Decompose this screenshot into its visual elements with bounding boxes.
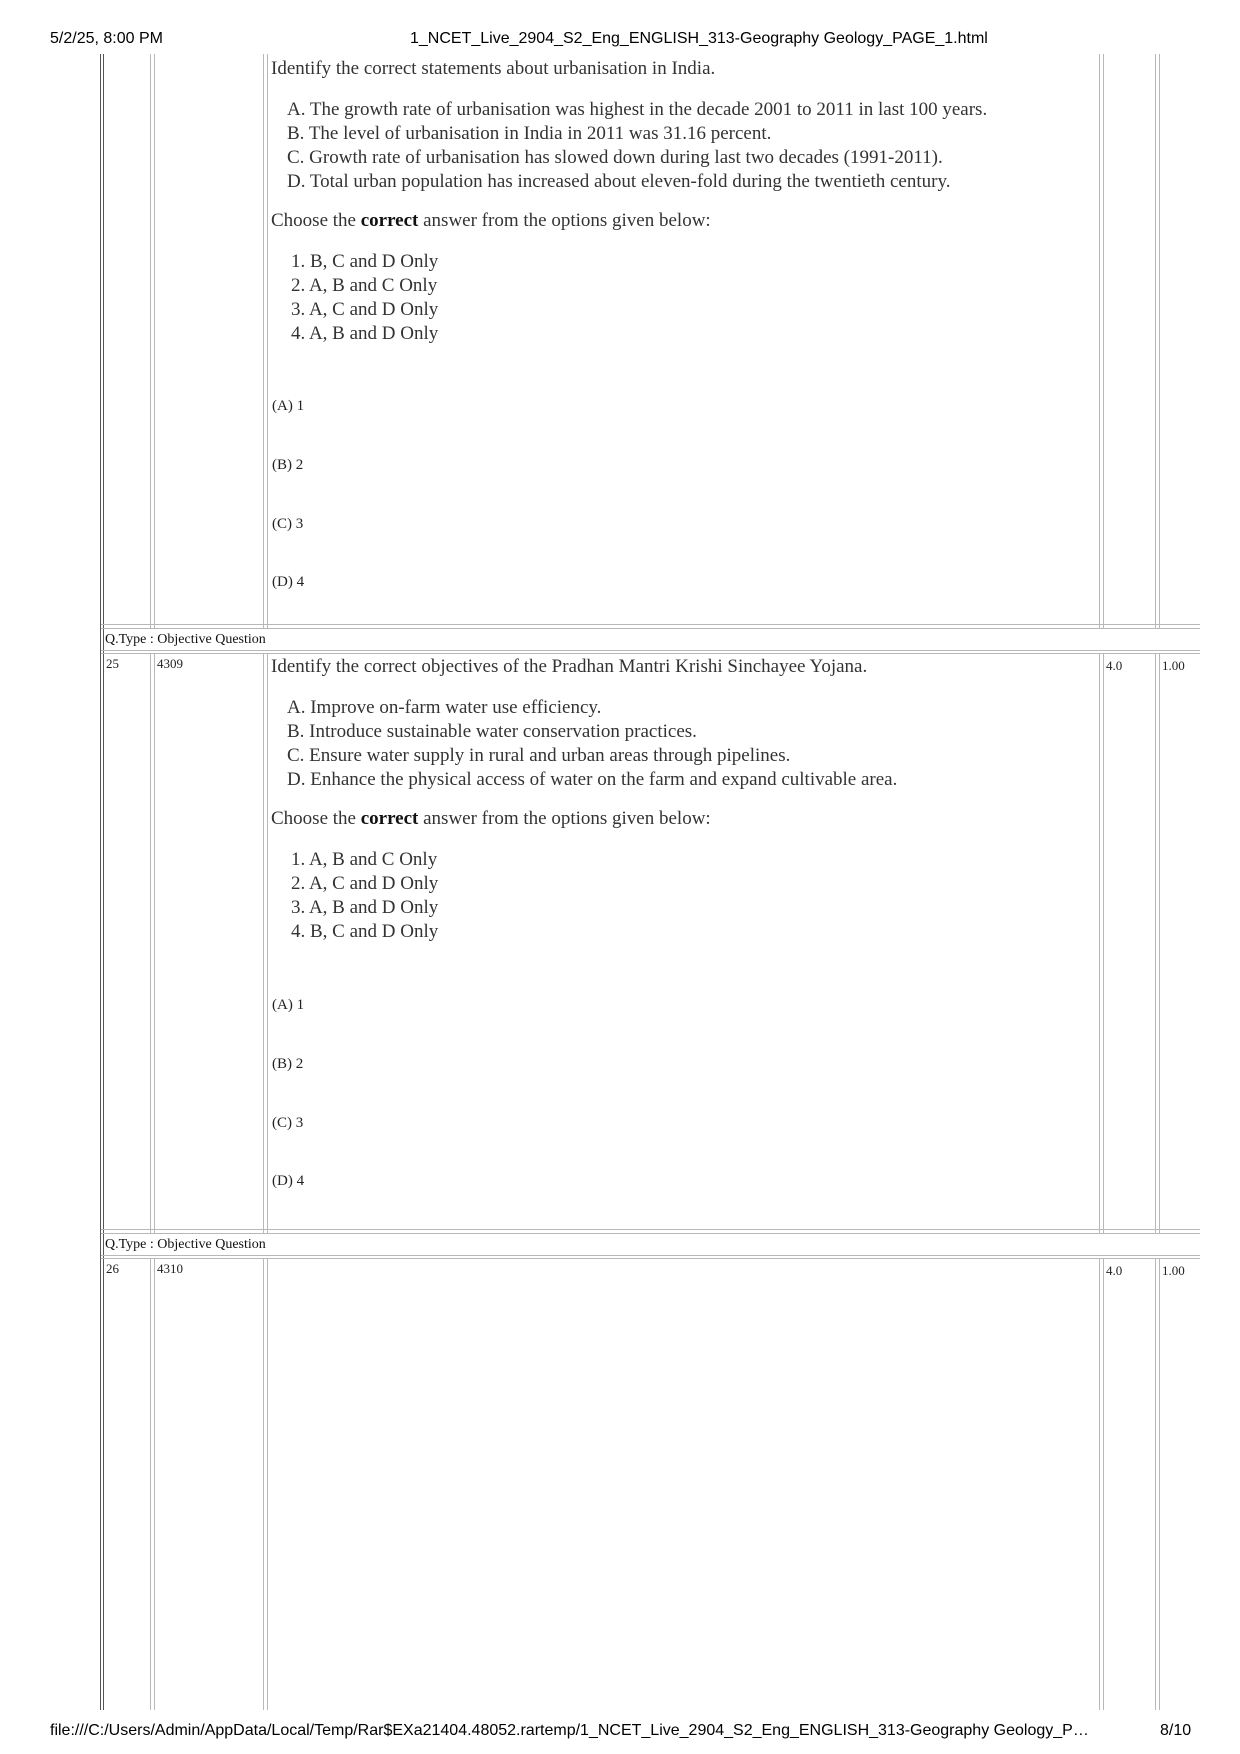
col-divider bbox=[1103, 1258, 1104, 1710]
statement-list bbox=[287, 696, 1087, 792]
marks: 4.0 bbox=[1106, 1263, 1123, 1278]
col-divider bbox=[263, 54, 264, 628]
row-divider bbox=[101, 1229, 1200, 1230]
question-text: Identify the correct statements about urbanisation in India. bbox=[271, 58, 716, 79]
row-divider bbox=[101, 1255, 1200, 1256]
instruction-pre: Choose the bbox=[271, 210, 361, 231]
col-divider bbox=[263, 1258, 264, 1710]
print-page-number: 8/10 bbox=[1160, 1722, 1192, 1739]
qtype-label: Q.Type : Objective Question bbox=[105, 632, 266, 647]
instruction-pre: Choose the bbox=[271, 808, 361, 829]
row-divider bbox=[101, 653, 1200, 654]
question-id: 4310 bbox=[157, 1261, 183, 1276]
serial-number: 25 bbox=[106, 656, 119, 671]
option-item: 4. A, B and D Only bbox=[291, 323, 439, 344]
answer-choice-a: (A) 1 bbox=[272, 997, 305, 1013]
qtype-label: Q.Type : Objective Question bbox=[105, 1237, 266, 1252]
answer-choice-d: (D) 4 bbox=[272, 574, 305, 590]
option-item: 1. B, C and D Only bbox=[291, 251, 439, 272]
marks: 4.0 bbox=[1106, 658, 1123, 673]
print-datetime: 5/2/25, 8:00 PM bbox=[50, 30, 163, 47]
instruction-bold: correct bbox=[360, 808, 419, 829]
statement-item: C. Growth rate of urbanisation has slowed down during last two decades (1991-2011). bbox=[287, 147, 943, 168]
col-divider bbox=[154, 54, 155, 628]
answer-choice-d: (D) 4 bbox=[272, 1173, 305, 1189]
negative-marks: 1.00 bbox=[1162, 1263, 1185, 1278]
col-divider bbox=[1155, 653, 1156, 1233]
col-divider bbox=[1099, 1258, 1100, 1710]
statement-item: A. The growth rate of urbanisation was highest in the decade 2001 to 2011 in last 100 years. bbox=[287, 99, 988, 120]
col-divider bbox=[154, 653, 155, 1233]
instruction-post: answer from the options given below: bbox=[418, 808, 711, 829]
option-item: 2. A, B and C Only bbox=[291, 275, 438, 296]
col-divider bbox=[150, 653, 151, 1233]
row-divider bbox=[101, 650, 1200, 651]
statement-item: C. Ensure water supply in rural and urban areas through pipelines. bbox=[287, 745, 791, 766]
col-divider bbox=[1103, 54, 1104, 628]
option-list bbox=[291, 848, 1087, 944]
option-item: 1. A, B and C Only bbox=[291, 849, 438, 870]
col-divider bbox=[267, 54, 268, 628]
question-24-body bbox=[271, 58, 1087, 346]
instruction-bold: correct bbox=[360, 210, 419, 231]
col-divider bbox=[1159, 1258, 1160, 1710]
question-id: 4309 bbox=[157, 656, 183, 671]
col-divider bbox=[1159, 653, 1160, 1233]
col-divider bbox=[263, 653, 264, 1233]
table-border-left bbox=[100, 54, 101, 1710]
option-item: 3. A, C and D Only bbox=[291, 299, 439, 320]
col-divider bbox=[1099, 653, 1100, 1233]
option-item: 3. A, B and D Only bbox=[291, 897, 439, 918]
statement-item: B. Introduce sustainable water conservation practices. bbox=[287, 721, 697, 742]
option-item: 2. A, C and D Only bbox=[291, 873, 439, 894]
question-text: Identify the correct objectives of the Pradhan Mantri Krishi Sinchayee Yojana. bbox=[271, 656, 868, 677]
print-file-path: file:///C:/Users/Admin/AppData/Local/Temp/Rar$EXa21404.48052.rartemp/1_NCET_Live_2904_S2_Eng_ENGLISH_313-Geography Geology_P… bbox=[50, 1722, 1089, 1739]
answer-choice-c: (C) 3 bbox=[272, 1115, 304, 1131]
question-table bbox=[100, 54, 1200, 1710]
statement-item: D. Enhance the physical access of water on the farm and expand cultivable area. bbox=[287, 769, 898, 790]
col-divider bbox=[150, 1258, 151, 1710]
col-divider bbox=[267, 1258, 268, 1710]
col-divider bbox=[150, 54, 151, 628]
print-page-title: 1_NCET_Live_2904_S2_Eng_ENGLISH_313-Geography Geology_PAGE_1.html bbox=[410, 30, 988, 47]
answer-choice-a: (A) 1 bbox=[272, 398, 305, 414]
row-divider bbox=[101, 628, 1200, 629]
instruction-post: answer from the options given below: bbox=[418, 210, 711, 231]
col-divider bbox=[1155, 54, 1156, 628]
serial-number: 26 bbox=[106, 1261, 119, 1276]
table-border-left-inner bbox=[103, 54, 104, 1710]
row-divider bbox=[101, 1233, 1200, 1234]
question-25-body bbox=[271, 656, 1087, 944]
option-item: 4. B, C and D Only bbox=[291, 921, 439, 942]
col-divider bbox=[1103, 653, 1104, 1233]
statement-list bbox=[287, 98, 1087, 194]
col-divider bbox=[1159, 54, 1160, 628]
answer-choice-b: (B) 2 bbox=[272, 1056, 304, 1072]
instruction-text bbox=[271, 210, 1087, 232]
answer-choice-c: (C) 3 bbox=[272, 516, 304, 532]
row-divider bbox=[101, 624, 1200, 625]
option-list bbox=[291, 250, 1087, 346]
statement-item: A. Improve on-farm water use efficiency. bbox=[287, 697, 602, 718]
col-divider bbox=[267, 653, 268, 1233]
instruction-text bbox=[271, 808, 1087, 830]
col-divider bbox=[154, 1258, 155, 1710]
row-divider bbox=[101, 1258, 1200, 1259]
col-divider bbox=[1099, 54, 1100, 628]
answer-choice-b: (B) 2 bbox=[272, 457, 304, 473]
negative-marks: 1.00 bbox=[1162, 658, 1185, 673]
col-divider bbox=[1155, 1258, 1156, 1710]
statement-item: B. The level of urbanisation in India in 2011 was 31.16 percent. bbox=[287, 123, 772, 144]
statement-item: D. Total urban population has increased about eleven-fold during the twentieth century. bbox=[287, 171, 951, 192]
